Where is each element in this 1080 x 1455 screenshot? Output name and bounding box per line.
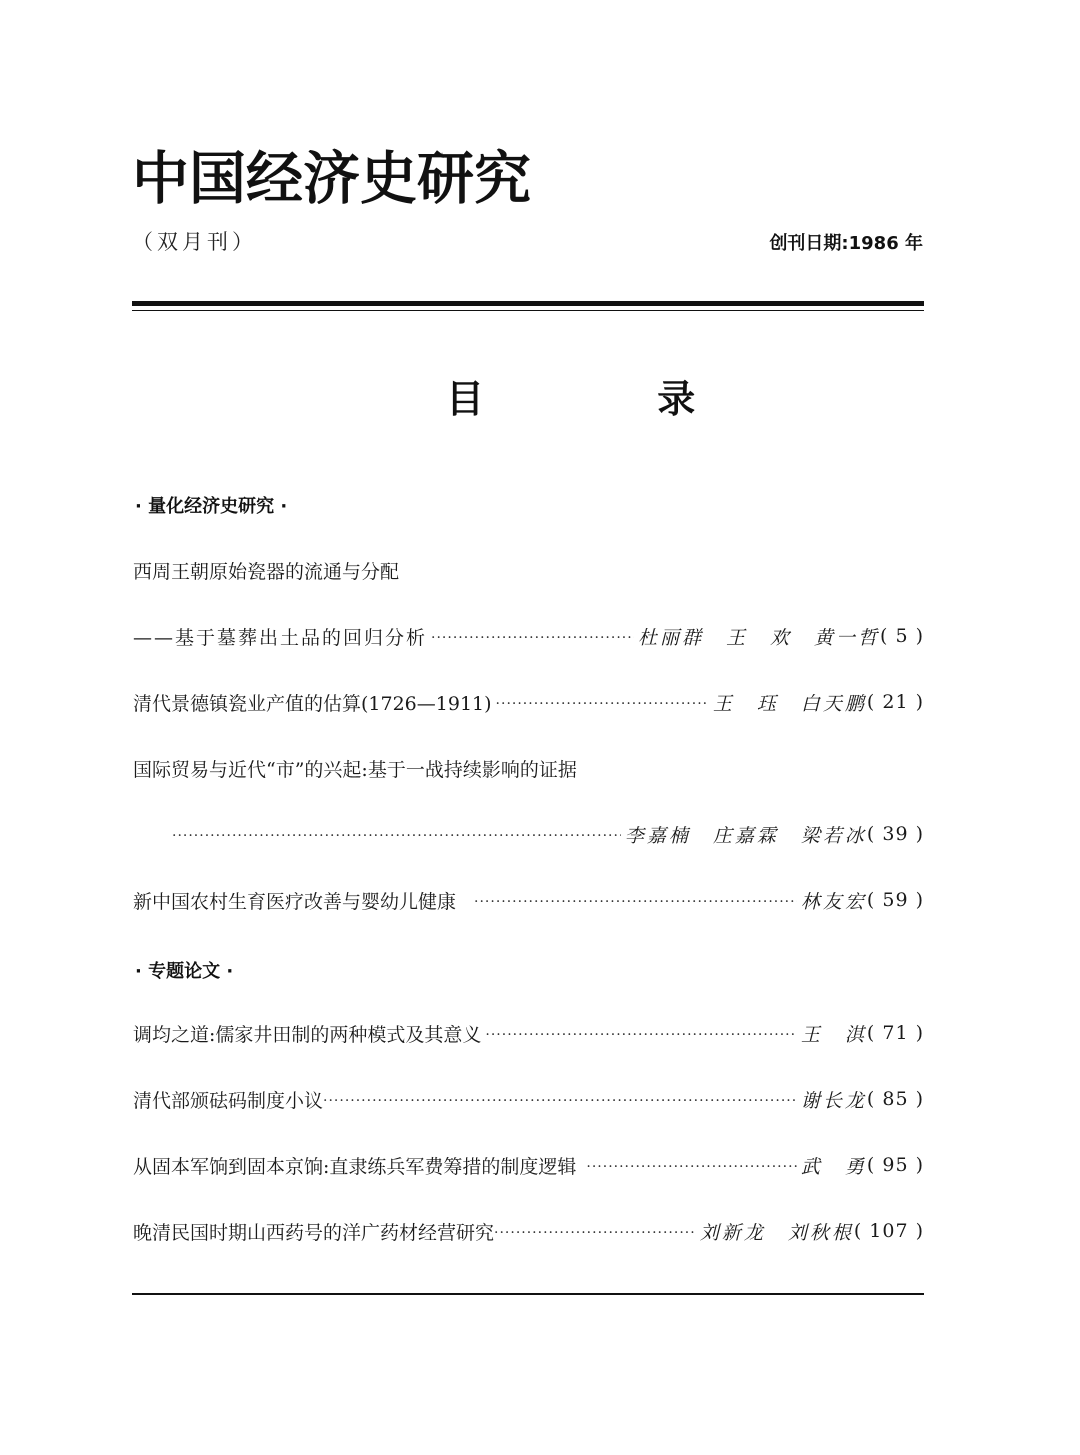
section-label-special-papers: · 专题论文 · [135,961,234,982]
entry-page: ( 59 ) [866,889,924,911]
entry-authors: 刘新龙 刘秋根 [699,1221,854,1244]
entry-authors: 王 珏 白天鹏 [712,692,867,715]
entry-authors: 林友宏 [800,890,867,913]
entry-title: 新中国农村生育医疗改善与婴幼儿健康 [133,890,457,913]
entry-page: ( 71 ) [866,1022,924,1044]
entry-authors: 杜丽群 王 欢 黄一哲 [637,626,880,649]
entry-title: 西周王朝原始瓷器的流通与分配 [133,560,400,583]
header-rule-thick [132,301,924,306]
entry-authors: 武 勇 [800,1155,867,1178]
entry-authors: 谢长龙 [800,1089,867,1112]
entry-page: ( 5 ) [880,625,924,647]
header-rule-thin [132,310,924,311]
toc-entry[interactable] [133,1150,924,1180]
toc-entry[interactable] [133,1084,924,1114]
entry-subtitle: ——基于墓葬出土品的回归分析 [133,626,428,649]
publication-frequency: （双月刊） [132,230,257,254]
dot-leader [494,1225,696,1241]
entry-title: 清代景德镇瓷业产值的估算(1726—1911) [133,692,492,715]
dot-leader [485,1027,796,1043]
entry-page: ( 85 ) [866,1088,924,1110]
toc-entry[interactable] [133,621,924,651]
dot-leader [431,630,634,646]
entry-page: ( 107 ) [853,1220,924,1242]
footer-rule [132,1293,924,1295]
toc-entry[interactable] [133,1216,924,1246]
toc-entry[interactable] [133,687,924,717]
dot-leader [586,1159,796,1175]
journal-title: 中国经济史研究 [132,145,531,212]
contents-heading: 目 录 [446,377,776,421]
dot-leader [474,894,797,910]
entry-authors: 王 淇 [800,1023,867,1046]
dot-leader [496,696,709,712]
entry-page: ( 21 ) [866,691,924,713]
toc-entry-title-line[interactable] [133,555,924,585]
toc-entry-title-line[interactable] [133,753,924,783]
founding-date: 创刊日期:1986 年 [769,233,923,254]
entry-page: ( 95 ) [866,1154,924,1176]
entry-title: 国际贸易与近代“市”的兴起:基于一战持续影响的证据 [133,758,577,781]
entry-title: 晚清民国时期山西药号的洋广药材经营研究 [133,1221,495,1244]
toc-entry[interactable] [133,885,924,915]
section-label-quantitative: · 量化经济史研究 · [135,496,288,517]
toc-entry[interactable] [172,819,924,849]
entry-title: 调均之道:儒家井田制的两种模式及其意义 [133,1023,482,1046]
entry-authors: 李嘉楠 庄嘉霖 梁若冰 [624,824,867,847]
dot-leader [323,1093,797,1109]
entry-title: 从固本军饷到固本京饷:直隶练兵军费筹措的制度逻辑 [133,1155,577,1178]
entry-title: 清代部颁砝码制度小议 [133,1089,324,1112]
entry-page: ( 39 ) [866,823,924,845]
toc-entry[interactable] [133,1018,924,1048]
dot-leader [172,828,621,844]
